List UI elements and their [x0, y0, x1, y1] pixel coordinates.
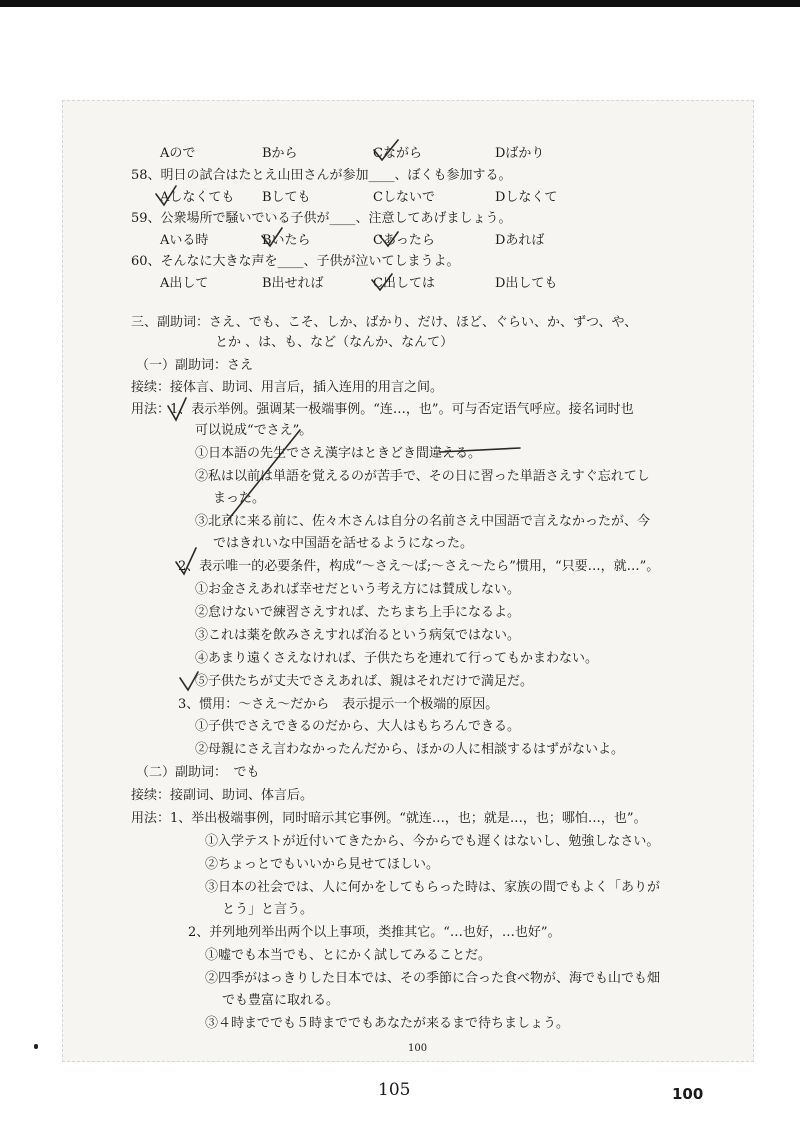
part2-usage2-example-1: ①嘘でも本当でも、とにかく試してみることだ。 [205, 948, 492, 963]
part1-usage1-cont: 可以说成“でさえ”。 [195, 423, 313, 438]
section3-heading-cont: とか 、は、も、など（なんか、なんて） [215, 335, 454, 350]
check-mark-q59-c [380, 232, 398, 246]
part2-usage1: 用法：1、举出极端事例，同时暗示其它事例。“就连…，也；就是…，也；哪怕…，也”。 [131, 811, 647, 826]
check-mark-q59 [262, 228, 282, 246]
q59-option-d: Dあれば [495, 233, 545, 248]
q58-option-c: Cしないで [373, 190, 435, 205]
part2-usage1-example-3-cont: とう」と言う。 [222, 902, 314, 917]
part1-usage1: 用法：1、表示举例。强调某一极端事例。“连…，也”。可与否定语气呼应。接名词时也 [131, 402, 634, 417]
check-mark-usage2 [176, 548, 196, 574]
q57-option-c: Cながら [373, 146, 422, 161]
part1-usage2-example-5: ⑤子供たちが丈夫でさえあれば、親はそれだけで満足だ。 [195, 674, 534, 689]
q60-stem: 60、そんなに大きな声を____、子供が泣いてしまうよ。 [131, 254, 460, 269]
check-mark-ex5 [180, 672, 198, 690]
corner-page-number: 100 [672, 1085, 704, 1103]
q59-stem: 59、公衆場所で騒いでいる子供が____、注意してあげましょう。 [131, 211, 512, 226]
part2-usage1-example-3: ③日本の社会では、人に何かをしてもらった時は、家族の間でもよく「ありが [205, 880, 661, 895]
part2-usage2-example-3: ③４時まででも５時まででもあなたが来るまで待ちましょう。 [205, 1016, 570, 1031]
q58-stem: 58、明日の試合はたとえ山田さんが参加____、ぼくも参加する。 [131, 168, 512, 183]
part2-title: （二）副助词： でも [136, 765, 260, 780]
section3-heading: 三、副助词：さえ、でも、こそ、しか、ばかり、だけ、ほど、ぐらい、か、ずつ、や、 [131, 315, 638, 330]
q59-option-b: Bいたら [262, 233, 311, 248]
q60-option-d: D出しても [495, 276, 558, 291]
part1-usage2-example-2: ②怠けないで練習さえすれば、たちまち上手になるよ。 [195, 605, 521, 620]
q57-option-b: Bから [262, 146, 298, 161]
part1-usage3-example-2: ②母親にさえ言わなかったんだから、ほかの人に相談するはずがないよ。 [195, 742, 625, 757]
q58-option-a: Aしなくても [160, 190, 235, 205]
pencil-stroke-1 [228, 430, 300, 520]
part1-usage2-example-4: ④あまり遠くさえなければ、子供たちを連れて行ってもかまわない。 [195, 651, 599, 666]
check-mark-q60 [372, 274, 392, 290]
q58-option-b: Bしても [262, 190, 311, 205]
q60-option-b: B出せれば [262, 276, 324, 291]
part1-usage2-example-3: ③これは薬を飲みさえすれば治るという病気ではない。 [195, 628, 521, 643]
part2-usage2-example-2-cont: でも豊富に取れる。 [222, 993, 340, 1008]
check-mark-usage1 [168, 398, 186, 420]
check-mark-q58 [156, 186, 176, 205]
part1-example-3-cont: ではきれいな中国語を話せるようになった。 [213, 536, 474, 551]
part1-example-1: ①日本語の先生でさえ漢字はときどき間違える。 [195, 446, 482, 461]
q57-option-a: Aので [160, 146, 196, 161]
q57-option-d: Dばかり [495, 146, 545, 161]
part1-example-2-cont: まった。 [213, 491, 266, 506]
part2-usage2: 2、并列地列举出两个以上事项，类推其它。“…也好，…也好”。 [188, 925, 561, 940]
q58-option-d: Dしなくて [495, 190, 558, 205]
part1-usage2: 2、表示唯一的必要条件，构成“～さえ～ば;～さえ～たら”惯用，“只要…，就…”。 [178, 559, 660, 574]
part1-example-3: ③北京に来る前に、佐々木さんは自分の名前さえ中国語で言えなかったが、今 [195, 514, 651, 529]
part1-connection: 接续：接体言、助词、用言后，插入连用的用言之间。 [131, 380, 444, 395]
pencil-stroke-2 [440, 448, 520, 452]
check-mark-q57 [374, 140, 398, 160]
part1-usage2-example-1: ①お金さえあれば幸せだという考え方には賛成しない。 [195, 582, 521, 597]
q59-option-a: Aいる時 [160, 233, 209, 248]
part1-title: （一）副助词：さえ [136, 358, 254, 373]
q60-option-c: C出しては [373, 276, 435, 291]
part2-connection: 接续：接副词、助词、体言后。 [131, 788, 314, 803]
scan-page-number: 105 [378, 1080, 411, 1100]
q59-option-c: Cあったら [373, 233, 435, 248]
part1-usage3-example-1: ①子供でさえできるのだから、大人はもちろんできる。 [195, 719, 521, 734]
part2-usage1-example-1: ①入学テストが近付いてきたから、今からでも遅くはないし、勉強しなさい。 [205, 834, 660, 849]
q60-option-a: A出して [160, 276, 209, 291]
part1-usage3: 3、惯用：～さえ～だから 表示提示一个极端的原因。 [178, 697, 499, 712]
part2-usage2-example-2: ②四季がはっきりした日本では、その季節に合った食べ物が、海でも山でも畑 [205, 971, 661, 986]
inner-page-number: 100 [408, 1043, 428, 1054]
part2-usage1-example-2: ②ちょっとでもいいから見せてほしい。 [205, 857, 440, 872]
part1-example-2: ②私は以前は単語を覚えるのが苦手で、その日に習った単語さえすぐ忘れてし [195, 469, 650, 484]
